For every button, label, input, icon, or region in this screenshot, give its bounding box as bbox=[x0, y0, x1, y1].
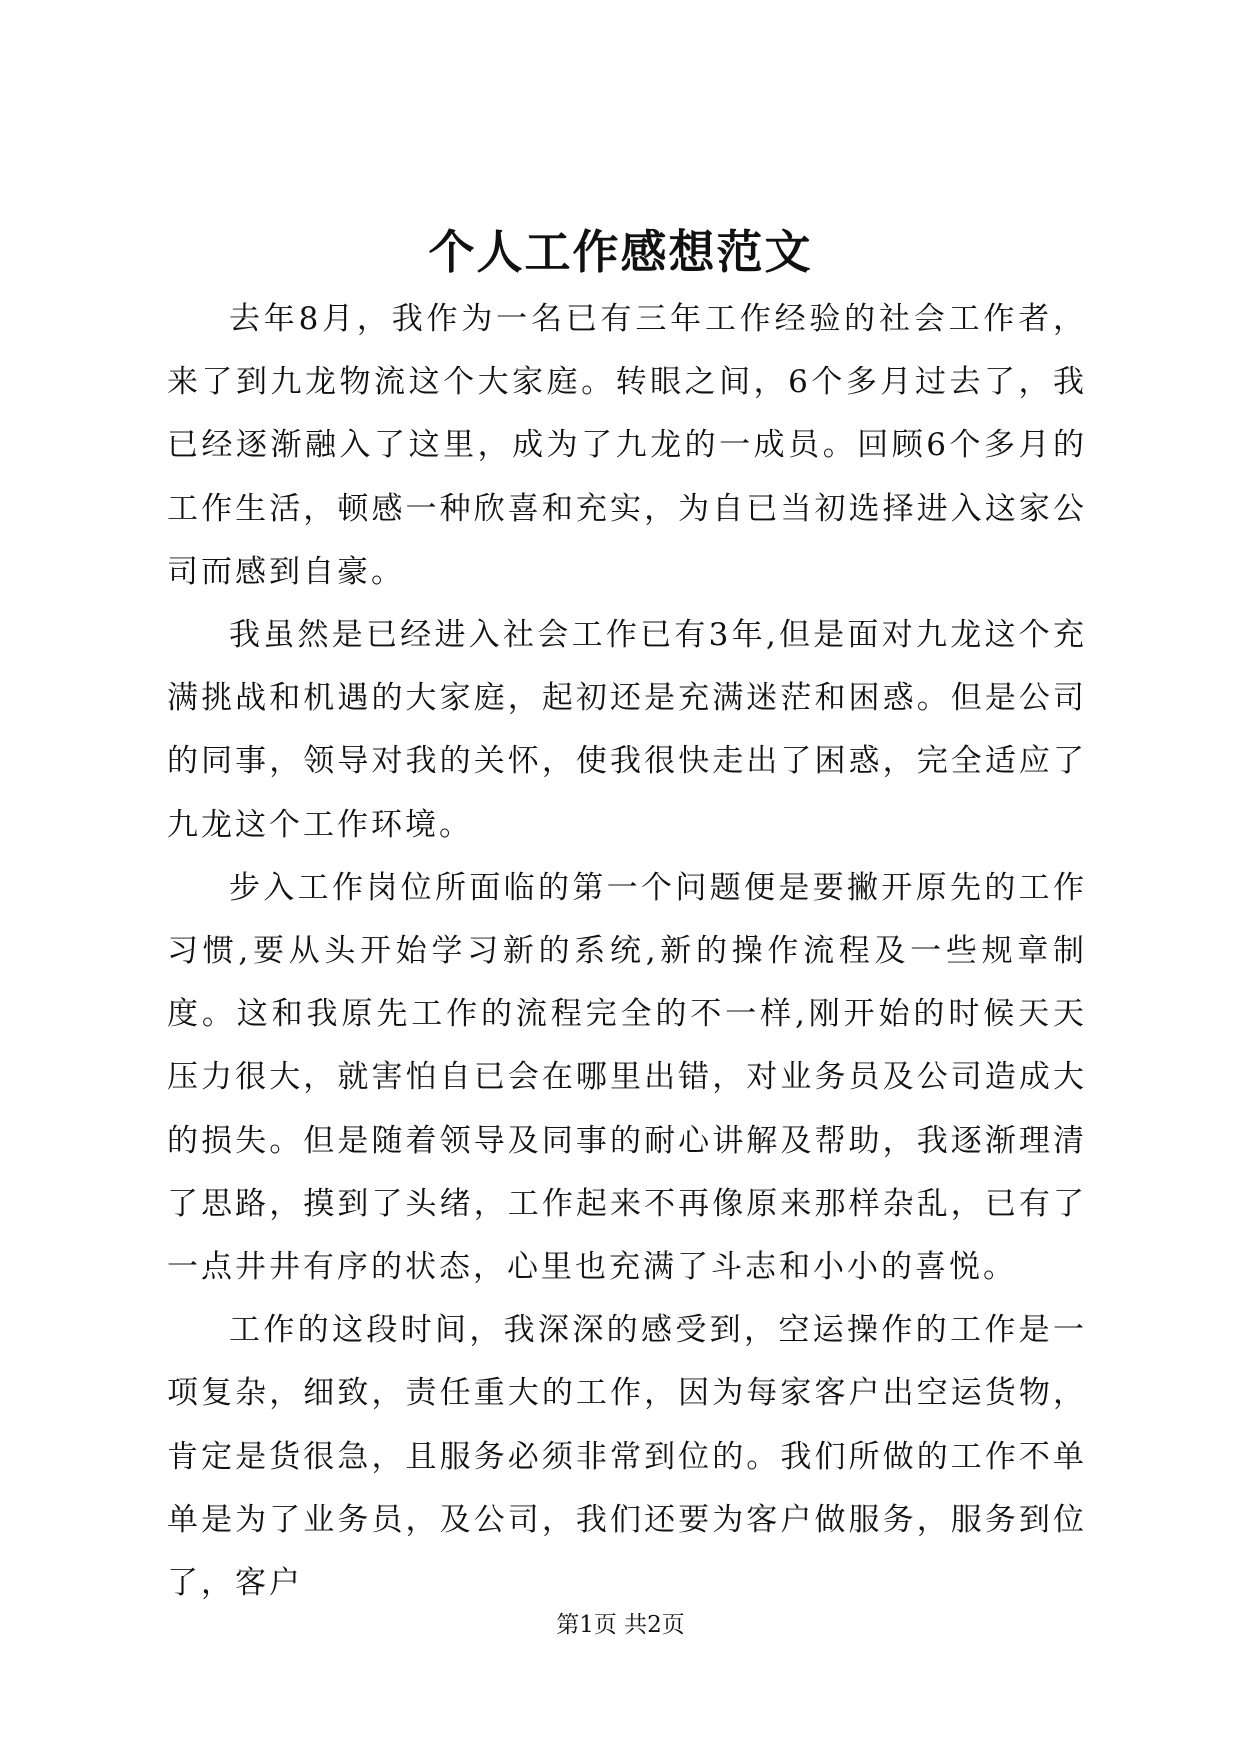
document-body bbox=[167, 288, 1087, 1615]
paragraph-3: 步入工作岗位所面临的第一个问题便是要撇开原先的工作习惯,要从头开始学习新的系统,新的操作流程及一些规章制度。这和我原先工作的流程完全的不一样,刚开始的时候天天压力很大，就害怕自已会在哪里出错，对业务员及公司造成大的损失。但是随着领导及同事的耐心讲解及帮助，我逐渐理清了思路，摸到了头绪，工作起来不再像原来那样杂乱，已有了一点井井有序的状态，心里也充满了斗志和小小的喜悦。 bbox=[167, 869, 1087, 1286]
paragraph-4: 工作的这段时间，我深深的感受到，空运操作的工作是一项复杂，细致，责任重大的工作，因为每家客户出空运货物，肯定是货很急，且服务必须非常到位的。我们所做的工作不单单是为了业务员，及公司，我们还要为客户做服务，服务到位了，客户 bbox=[167, 1312, 1087, 1602]
page-number-footer: 第1页 共2页 bbox=[556, 1612, 685, 1638]
document-title: 个人工作感想范文 bbox=[428, 225, 813, 279]
paragraph-2: 我虽然是已经进入社会工作已有3年,但是面对九龙这个充满挑战和机遇的大家庭，起初还是充满迷茫和困惑。但是公司的同事，领导对我的关怀，使我很快走出了困惑，完全适应了九龙这个工作环境。 bbox=[167, 617, 1087, 843]
paragraph-1: 去年8月，我作为一名已有三年工作经验的社会工作者，来了到九龙物流这个大家庭。转眼之间，6个多月过去了，我已经逐渐融入了这里，成为了九龙的一成员。回顾6个多月的工作生活，顿感一种欣喜和充实，为自已当初选择进入这家公司而感到自豪。 bbox=[167, 301, 1087, 590]
